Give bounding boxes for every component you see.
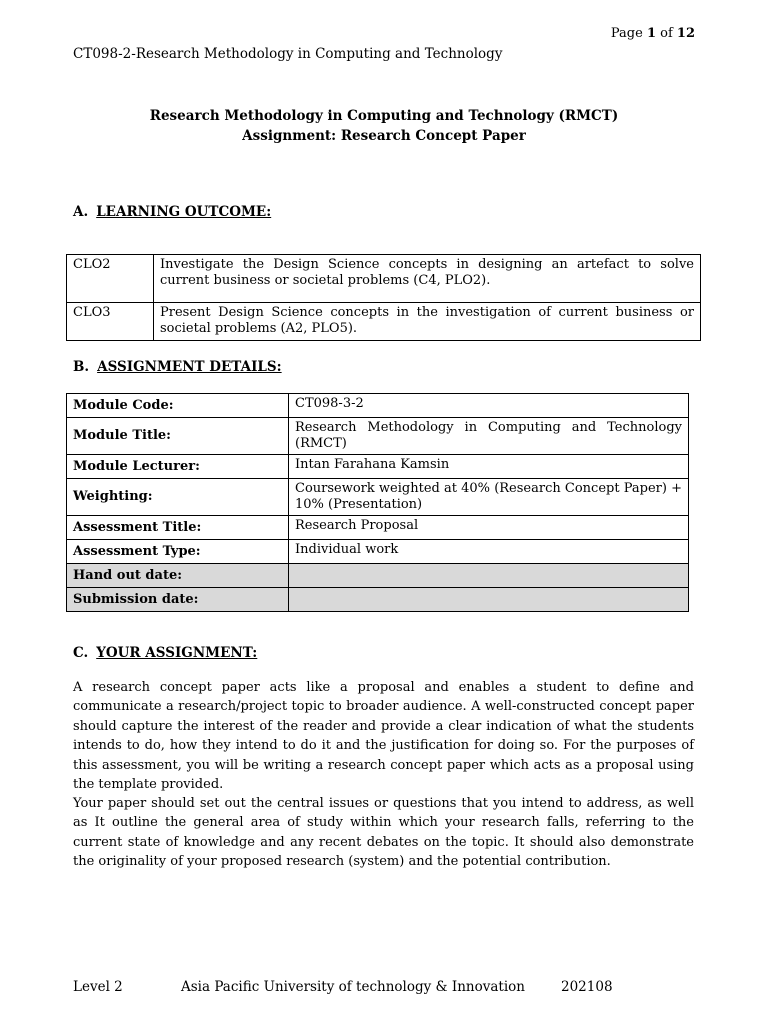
- table-row: [67, 394, 689, 418]
- table-row: [67, 564, 689, 588]
- detail-value: Research Proposal: [289, 516, 689, 540]
- assignment-details-table: [66, 393, 689, 612]
- course-header: CT098-2-Research Methodology in Computing and Technology: [73, 46, 503, 62]
- detail-label: Submission date:: [67, 588, 289, 612]
- table-row: [67, 540, 689, 564]
- detail-value: Coursework weighted at 40% (Research Concept Paper) + 10% (Presentation): [289, 479, 689, 516]
- detail-label: Assessment Title:: [67, 516, 289, 540]
- table-row: [67, 303, 701, 341]
- detail-label: Weighting:: [67, 479, 289, 516]
- assignment-paragraph-1: A research concept paper acts like a proposal and enables a student to define and communicate a research/project topic to broader audience. A well-constructed concept paper should capture the interest of the reader and provide a clear indication of what the students intends to do, how they intend to do it and the justification for doing so. For the purposes of this assessment, you will be writing a research concept paper which acts as a proposal using the template provided.: [73, 680, 694, 793]
- table-row: [67, 479, 689, 516]
- document-subtitle: Assignment: Research Concept Paper: [242, 128, 526, 144]
- detail-label: Assessment Type:: [67, 540, 289, 564]
- section-a-heading: A. LEARNING OUTCOME:: [73, 204, 272, 220]
- detail-value: Intan Farahana Kamsin: [289, 455, 689, 479]
- assignment-paragraph-2: Your paper should set out the central issues or questions that you intend to address, as well as It outline the general area of study within which your research falls, referring to the current state of knowledge and any recent debates on the topic. It should also demonstrate the originality of your proposed research (system) and the potential contribution.: [73, 796, 694, 870]
- section-b-heading: B. ASSIGNMENT DETAILS:: [73, 359, 282, 375]
- footer-code: 202108: [561, 979, 613, 995]
- footer-university: Asia Pacific University of technology & Innovation: [181, 979, 525, 995]
- page-current: 1: [646, 26, 656, 41]
- detail-value: [289, 564, 689, 588]
- detail-label: Hand out date:: [67, 564, 289, 588]
- table-row: [67, 455, 689, 479]
- table-row: [67, 255, 701, 303]
- page-total: 12: [676, 26, 695, 41]
- section-c-heading: C. YOUR ASSIGNMENT:: [73, 645, 258, 661]
- table-row: [67, 516, 689, 540]
- table-row: [67, 418, 689, 455]
- table-row: [67, 588, 689, 612]
- detail-label: Module Code:: [67, 394, 289, 418]
- outcome-code: CLO3: [67, 303, 154, 341]
- detail-value: Research Methodology in Computing and Technology (RMCT): [289, 418, 689, 455]
- outcome-text: Investigate the Design Science concepts in designing an artefact to solve current business or societal problems (C4, PLO2).: [154, 255, 701, 303]
- learning-outcome-table: [66, 254, 701, 341]
- detail-value: [289, 588, 689, 612]
- detail-label: Module Lecturer:: [67, 455, 289, 479]
- outcome-code: CLO2: [67, 255, 154, 303]
- detail-label: Module Title:: [67, 418, 289, 455]
- outcome-text: Present Design Science concepts in the investigation of current business or societal problems (A2, PLO5).: [154, 303, 701, 341]
- page-number: Page 1 of 12: [610, 26, 695, 41]
- detail-value: Individual work: [289, 540, 689, 564]
- document-title: Research Methodology in Computing and Technology (RMCT): [149, 108, 619, 124]
- footer-level: Level 2: [73, 979, 123, 995]
- detail-value: CT098-3-2: [289, 394, 689, 418]
